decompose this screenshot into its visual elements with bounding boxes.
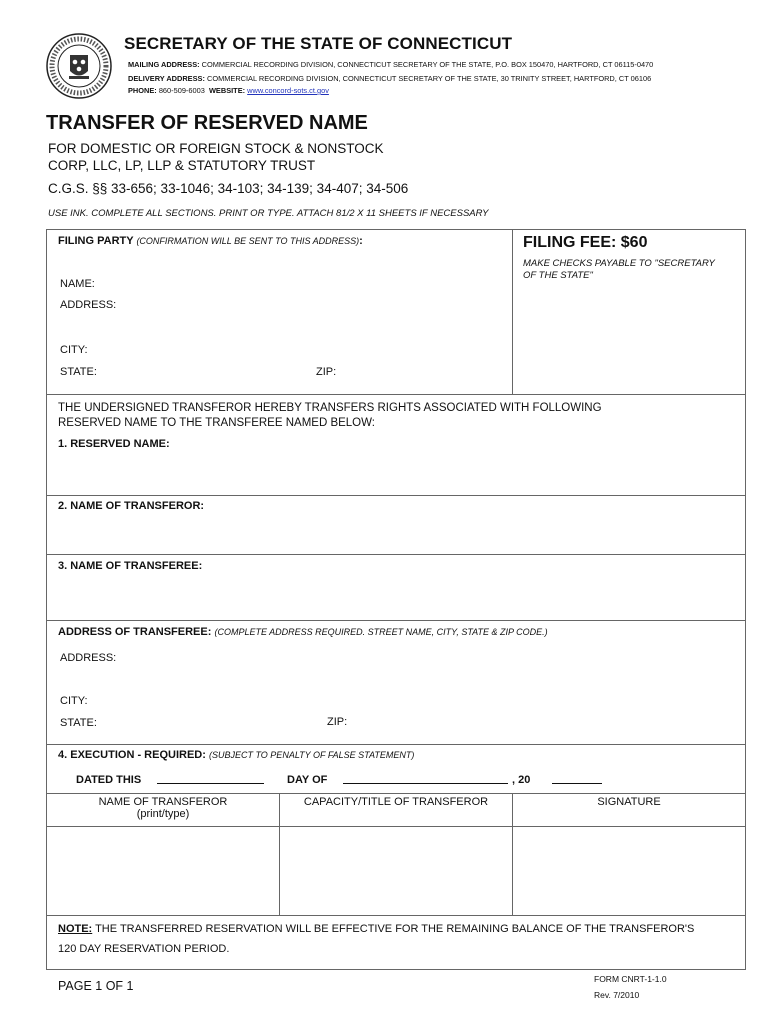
divider — [46, 915, 746, 916]
dated-this-label: DATED THIS — [76, 774, 142, 786]
filing-party-label: FILING PARTY (CONFIRMATION WILL BE SENT TO THIS ADDRESS): — [58, 235, 363, 247]
form-title: TRANSFER OF RESERVED NAME — [46, 112, 368, 134]
transferee-address-label: ADDRESS OF TRANSFEREE: (COMPLETE ADDRESS REQUIRED. STREET NAME, CITY, STATE & ZIP CODE.) — [58, 626, 548, 638]
contact-line: PHONE: 860-509-6003 WEBSITE: www.concord-sots.ct.gov — [128, 86, 329, 95]
filing-party-city-field[interactable]: CITY: — [60, 344, 88, 356]
col-name-of-transferor: NAME OF TRANSFEROR (print/type) — [98, 796, 228, 820]
fee-note-1: MAKE CHECKS PAYABLE TO "SECRETARY — [523, 258, 715, 269]
transferee-zip-field[interactable]: ZIP: — [327, 716, 348, 728]
form-subtitle-2: CORP, LLC, LP, LLP & STATUTORY TRUST — [48, 158, 316, 173]
transferee-address-field[interactable]: ADDRESS: — [60, 652, 117, 664]
transferor-name-cell[interactable] — [47, 827, 278, 914]
transferee-state-field[interactable]: STATE: — [60, 717, 97, 729]
filing-fee: FILING FEE: $60 — [523, 234, 648, 251]
col-capacity-title: CAPACITY/TITLE OF TRANSFEROR — [303, 796, 489, 808]
delivery-address: DELIVERY ADDRESS: COMMERCIAL RECORDING DIVISION, CONNECTICUT SECRETARY OF THE STATE, 30 TRINITY STREET, HARTFORD, CT 06106 — [128, 74, 652, 83]
reserved-name-field[interactable]: 1. RESERVED NAME: — [58, 438, 170, 450]
transfer-statement-1: THE UNDERSIGNED TRANSFEROR HEREBY TRANSFERS RIGHTS ASSOCIATED WITH FOLLOWING — [58, 402, 602, 414]
day-of-label: DAY OF — [287, 774, 328, 786]
filing-party-zip-field[interactable]: ZIP: — [316, 366, 337, 378]
transferee-city-field[interactable]: CITY: — [60, 695, 88, 707]
year-blank[interactable] — [552, 783, 602, 784]
divider — [46, 394, 746, 395]
divider — [46, 744, 746, 745]
agency-title: SECRETARY OF THE STATE OF CONNECTICUT — [124, 34, 513, 53]
fee-divider — [512, 229, 513, 394]
day-of-blank[interactable] — [343, 783, 508, 784]
instructions: USE INK. COMPLETE ALL SECTIONS. PRINT OR TYPE. ATTACH 81/2 X 11 SHEETS IF NECESSARY — [48, 208, 489, 219]
mailing-address: MAILING ADDRESS: COMMERCIAL RECORDING DIVISION, CONNECTICUT SECRETARY OF THE STATE, P.O. BOX 150470, HARTFORD, CT 06115-0470 — [128, 60, 654, 69]
revision: Rev. 7/2010 — [594, 990, 640, 1000]
transferee-name-field[interactable]: 3. NAME OF TRANSFEREE: — [58, 560, 203, 572]
capacity-title-cell[interactable] — [280, 827, 511, 914]
state-seal-logo — [46, 33, 112, 99]
form-subtitle-1: FOR DOMESTIC OR FOREIGN STOCK & NONSTOCK — [48, 141, 384, 156]
effective-note: NOTE: THE TRANSFERRED RESERVATION WILL BE EFFECTIVE FOR THE REMAINING BALANCE OF THE TRANSFEROR'S — [58, 923, 695, 935]
divider — [46, 554, 746, 555]
col-signature: SIGNATURE — [597, 796, 661, 808]
filing-party-state-field[interactable]: STATE: — [60, 366, 97, 378]
signature-cell[interactable] — [513, 827, 745, 914]
page-number: PAGE 1 OF 1 — [58, 979, 134, 993]
divider — [46, 793, 746, 794]
statutes: C.G.S. §§ 33-656; 33-1046; 34-103; 34-139; 34-407; 34-506 — [48, 181, 409, 196]
filing-party-address-field[interactable]: ADDRESS: — [60, 299, 117, 311]
execution-label: 4. EXECUTION - REQUIRED: (SUBJECT TO PENALTY OF FALSE STATEMENT) — [58, 749, 415, 761]
divider — [46, 620, 746, 621]
fee-note-2: OF THE STATE" — [523, 270, 593, 281]
filing-party-name-field[interactable]: NAME: — [60, 278, 95, 290]
form-id: FORM CNRT-1-1.0 — [594, 974, 667, 984]
divider — [46, 495, 746, 496]
transfer-statement-2: RESERVED NAME TO THE TRANSFEREE NAMED BELOW: — [58, 417, 375, 429]
website-link[interactable]: www.concord-sots.ct.gov — [247, 86, 329, 95]
effective-note-2: 120 DAY RESERVATION PERIOD. — [58, 943, 230, 955]
year-label: , 20 — [512, 774, 531, 786]
transferor-name-field[interactable]: 2. NAME OF TRANSFEROR: — [58, 500, 205, 512]
dated-this-blank[interactable] — [157, 783, 264, 784]
